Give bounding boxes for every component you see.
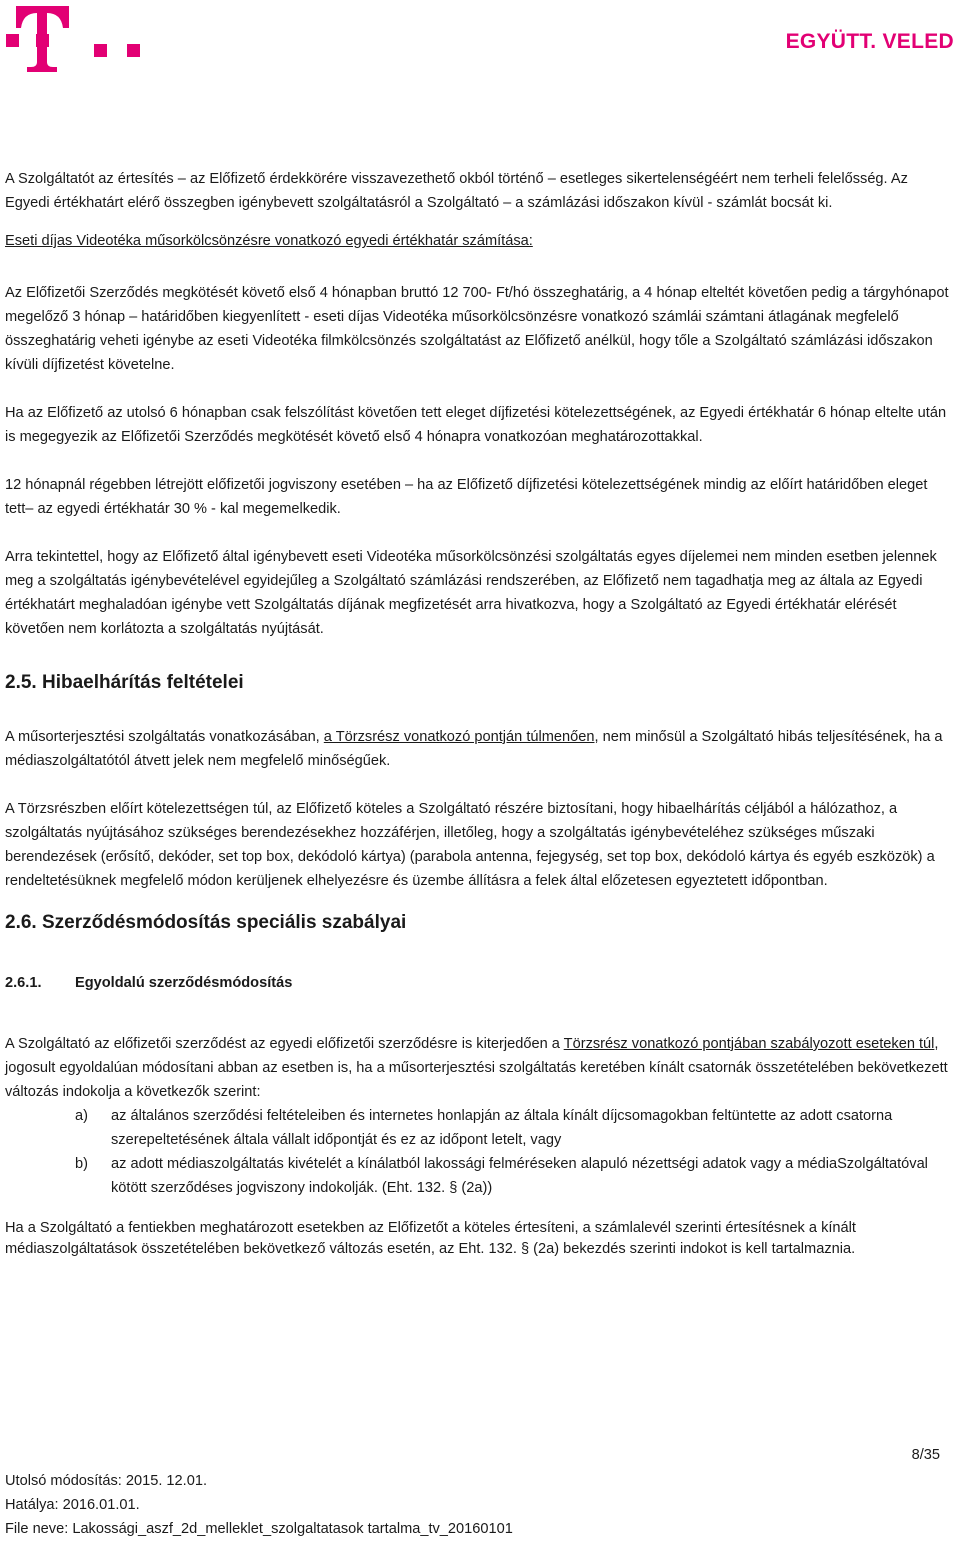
- heading-number: 2.6.1.: [5, 975, 42, 991]
- file-name: File neve: Lakossági_aszf_2d_melleklet_szolgaltatasok tartalma_tv_20160101: [5, 1521, 513, 1537]
- paragraph: 12 hónapnál régebben létrejött előfizetői jogviszony esetében – ha az Előfizető díjfizetési kötelezettségének mindig az előírt határidőben eleget tett– az egyedi értékhatár 30 % - kal megemelkedik.: [5, 477, 928, 517]
- list-item: [5, 1152, 950, 1200]
- paragraph: A Törzsrészben előírt kötelezettségen túl, az Előfizető köteles a Szolgáltató részére biztosítani, hogy hibaelhárítás céljából a hálózathoz, a szolgáltatás nyújtásához szükséges berendezésekhez hozzáférjen, illetőleg, hogy a szolgáltatás igénybevételéhez szükséges műszaki berendezések (erősítő, dekóder, set top box, dekódoló kártya) (parabola antenna, fejegység, set top box, dekódoló kártya és egyéb eszközök) a rendeltetésüknek megfelelő módon kerüljenek elhelyezésre és üzembe állításra a felek által előzetesen egyeztetett időpontban.: [5, 801, 935, 889]
- section-heading-2-5: 2.5. Hibaelhárítás feltételei: [5, 672, 244, 693]
- paragraph: Az Előfizetői Szerződés megkötését követő első 4 hónapban bruttó 12 700- Ft/hó összeghatárig, a 4 hónap elteltét követően pedig a tárgyhónapot megelőző 3 hónap – határidőben kiegyenlített - eseti díjas Videotéka műsorkölcsönzésre vonatkozó számlái számtani átlagának megfelelő összeghatárig veheti igénybe az eseti Videotéka filmkölcsönzés szolgáltatást az Előfizető anélkül, hogy tőle a Szolgáltató számlázási időszakon kívüli díjfizetést követelne.: [5, 285, 949, 373]
- paragraph: A Szolgáltatót az értesítés – az Előfizető érdekkörére visszavezethető okból történő – esetleges sikertelenségéért nem terheli felelősség. Az Egyedi értékhatárt elérő összegben igénybevett szolgáltatásról a Szolgáltató – a számlázási időszakon kívül - számlát bocsát ki.: [5, 171, 908, 211]
- page-header: [0, 0, 960, 80]
- list-text: az adott médiaszolgáltatás kivételét a kínálatból lakossági felméréseken alapuló nézettségi adatok vagy a médiaSzolgáltatóval kötött szerződéses jogviszony indokolják. (Eht. 132. § (2a)): [111, 1156, 928, 1196]
- paragraph: Arra tekintettel, hogy az Előfizető által igénybevett eseti Videotéka műsorkölcsönzési szolgáltatás egyes díjelemei nem minden esetben jelennek meg a szolgáltatás igénybevételével egyidejűleg a Szolgáltató számlázási rendszerében, az Előfizető nem tagadhatja meg az általa az Egyedi értékhatárt meghaladóan igénybe vett Szolgáltatás díjának megfizetését arra hivatkozva, hogy a Szolgáltató az Egyedi értékhatár elérését követően nem korlátozta a szolgáltatás nyújtását.: [5, 549, 937, 637]
- text-run: , nem minősül a Szolgáltató hibás teljesítésének, ha a médiaszolgáltatótól átvett jelek nem megfelelő minőségűek.: [5, 729, 943, 769]
- list-item: [5, 1104, 950, 1152]
- document-body: [5, 167, 950, 1260]
- page-footer: [5, 1469, 950, 1541]
- page-number: 8/35: [911, 1447, 940, 1463]
- list-text: az általános szerződési feltételeiben és internetes honlapján az általa kínált díjcsomagokban feltüntette az adott csatorna szerepeltetésének általa vállalt időpontját és ez az időpont letelt, vagy: [111, 1108, 893, 1148]
- telekom-t-logo-icon: [6, 6, 141, 72]
- effective-date: Hatálya: 2016.01.01.: [5, 1497, 140, 1513]
- underlined-text: a Törzsrész vonatkozó pontján túlmenően: [323, 729, 595, 745]
- conditions-list: [5, 1104, 950, 1200]
- heading-title: Egyoldalú szerződésmódosítás: [75, 975, 293, 991]
- text-run: A Szolgáltató az előfizetői szerződést az egyedi előfizetői szerződésre is kiterjedően a: [5, 1036, 564, 1052]
- paragraph: Ha a Szolgáltató a fentiekben meghatározott esetekben az Előfizetőt a köteles értesíteni, a számlalevél szerinti értesítésnek a kínált médiaszolgáltatások összetételében bekövetkező változás esetén, az Eht. 132. § (2a) bekezdés szerinti indokot is kell tartalmaznia.: [5, 1220, 856, 1257]
- section-heading-2-6-1: [5, 971, 950, 995]
- paragraph: [5, 1032, 950, 1104]
- brand-tagline: EGYÜTT. VELED: [785, 30, 954, 53]
- last-modified: Utolsó módosítás: 2015. 12.01.: [5, 1473, 208, 1489]
- text-run: A műsorterjesztési szolgáltatás vonatkozásában,: [5, 729, 324, 745]
- underlined-text: Törzsrész vonatkozó pontjában szabályozott eseteken túl: [563, 1036, 935, 1052]
- section-subheading: Eseti díjas Videotéka műsorkölcsönzésre vonatkozó egyedi értékhatár számítása:: [5, 233, 533, 249]
- section-heading-2-6: 2.6. Szerződésmódosítás speciális szabályai: [5, 912, 407, 933]
- paragraph: Ha az Előfizető az utolsó 6 hónapban csak felszólítást követően tett eleget díjfizetési kötelezettségének, az Egyedi értékhatár 6 hónap eltelte után is megegyezik az Előfizetői Szerződés megkötését követő első 4 hónapra vonatkozóan meghatározottakkal.: [5, 405, 947, 445]
- text-run: , jogosult egyoldalúan módosítani abban az esetben is, ha a műsorterjesztési szolgáltatás keretében kínált csatornák összetételében bekövetkezett változás indokolja a következők szerint:: [5, 1036, 948, 1100]
- list-marker: b): [75, 1156, 88, 1172]
- list-marker: a): [75, 1108, 88, 1124]
- paragraph: [5, 725, 950, 773]
